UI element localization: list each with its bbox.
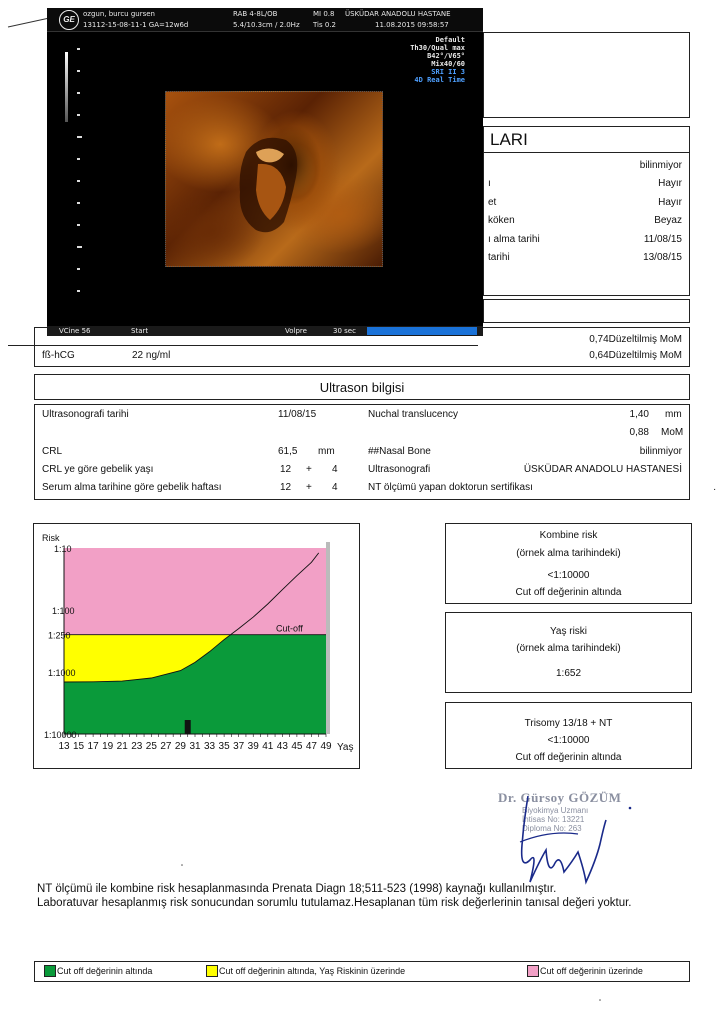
sono-value: ÜSKÜDAR ANADOLU HASTANESİ [523,464,682,475]
y-tick-label: 1:250 [48,630,71,641]
x-tick-label: 25 [145,741,157,752]
info-row-label: ı [488,178,491,189]
scan-datetime: 11.08.2015 09:58:57 [375,21,449,29]
age-risk-value: 1:652 [555,668,582,679]
serum-ga-weeks: 12 [280,482,292,493]
info-row-value: Hayır [658,197,682,208]
risk-chart [34,524,359,768]
mom-value-1: 0,74Düzeltilmiş MoM [589,334,682,345]
probe-depth: 5.4/10.3cm / 2.0Hz [233,21,300,29]
ge-logo: GE [59,10,79,30]
crl-ga-weeks: 12 [280,464,292,475]
x-tick-label: 23 [131,741,143,752]
nt-mom-unit: MoM [661,427,684,438]
blank-box [483,299,690,323]
x-tick-label: 33 [203,741,216,752]
probe: RAB 4-8L/OB [233,10,278,18]
trisomy-risk-title: Trisomy 13/18 + NT [524,718,613,729]
crl-ga-days: 4 [332,464,338,475]
cert-value: . [713,482,716,493]
fbhcg-mom: 0,64Düzeltilmiş MoM [589,350,682,361]
patient-name: ozgun, burcu gursen [83,10,155,18]
crl-ga-label: CRL ye göre gebelik yaşı [42,464,154,475]
info-row-label: ı alma tarihi [488,234,540,245]
nt-unit: mm [665,409,682,420]
serum-ga-plus: + [306,482,312,493]
patient-info-box [483,126,690,296]
trisomy-risk-value: <1:10000 [547,735,590,746]
x-tick-label: 47 [305,741,318,752]
cert-label: NT ölçümü yapan doktorun sertifikası [368,482,533,493]
crl-value: 61,5 [278,446,298,457]
x-tick-label: 45 [291,741,303,752]
x-tick-label: 27 [160,741,172,752]
ultrasound-footer: VCine 56 Start Volpre 30 sec [47,326,483,336]
x-tick-label: 35 [218,741,230,752]
y-axis-label: Risk [42,533,60,543]
info-row-value: Beyaz [654,215,682,226]
us-date-label: Ultrasonografi tarihi [42,409,129,420]
legend-green-swatch [44,965,56,977]
gray-scale-bar [65,52,68,122]
crl-unit: mm [318,446,335,457]
x-axis-label: Yaş [337,742,354,753]
legend-yellow-label: Cut off değerinin altında, Yaş Riskinin üzerinde [219,966,406,976]
info-row-value: 11/08/15 [643,234,682,245]
patient-marker [185,720,191,734]
patient-id: 13112-15-08-11-1 GA=12w6d [83,21,189,29]
combined-risk-note: Cut off değerinin altında [515,587,622,598]
crl-ga-plus: + [306,464,312,475]
info-row-value: Hayır [658,178,682,189]
x-tick-label: 39 [247,741,259,752]
hospital-name: ÜSKÜDAR ANADOLU HASTANE [345,10,451,18]
scan-specks [170,790,610,1010]
info-row-value: 13/08/15 [643,252,682,263]
ultrasound-header [47,8,483,32]
risk-chart-box [33,523,360,769]
x-tick-label: 31 [189,741,201,752]
tis-value: Tis 0.2 [313,21,337,29]
crl-label: CRL [42,446,63,457]
footnote-1: NT ölçümü ile kombine risk hesaplanmasında Prenata Diagn 18;511-523 (1998) kaynağı kullanılmıştır. [37,883,557,895]
legend-green-label: Cut off değerinin altında [57,966,153,976]
fbhcg-value: 22 ng/ml [132,350,171,361]
depth-ticks [75,48,85,308]
x-tick-label: 49 [320,741,332,752]
x-tick-label: 29 [174,741,187,752]
section-title: LARI [490,130,528,149]
ultrasound-image [47,8,483,336]
fetus-3d-render [165,91,383,267]
x-tick-label: 41 [262,741,274,752]
doctor-stamp: Dr. Gürsoy GÖZÜM Biyokimya Uzmanı İhtisas No: 13221 Diploma No: 263 [498,790,622,833]
footnote-2: Laboratuvar hesaplanmış risk sonucundan sorumlu tutulamaz.Hesaplanan tüm risk değerlerinin tanısal değeri yoktur. [37,897,632,909]
divider-line [8,345,478,346]
combined-risk-title: Kombine risk [539,530,598,541]
serum-ga-label: Serum alma tarihine göre gebelik haftası [42,482,222,493]
info-row-label: et [488,197,497,208]
trisomy-risk-note: Cut off değerinin altında [515,752,622,763]
scan-params: Default Th30/Qual max B42°/V65° Mix40/60 SRI II 3 4D Real Time [410,36,465,84]
y-tick-label: 1:10000 [44,730,77,740]
info-row-label: köken [488,215,515,226]
x-tick-label: 21 [116,741,128,752]
combined-risk-subtitle: (örnek alma tarihindeki) [516,548,621,559]
chart-pink-region [64,548,326,635]
us-date-value: 11/08/15 [278,409,317,420]
y-tick-label: 1:10 [54,544,72,554]
age-risk-title: Yaş riski [549,626,588,637]
chart-right-bar [326,542,330,734]
x-tick-label: 43 [276,741,288,752]
combined-risk-value: <1:10000 [547,570,590,581]
nasal-bone-label: ##Nasal Bone [368,446,431,457]
x-tick-label: 15 [72,741,85,752]
x-tick-label: 37 [233,741,245,752]
y-tick-label: 1:1000 [48,668,76,678]
info-row-value: bilinmiyor [639,160,682,171]
cutoff-label: Cut-off [276,623,303,634]
age-risk-subtitle: (örnek alma tarihindeki) [516,643,621,654]
nt-value: 1,40 [629,409,649,420]
legend-pink-label: Cut off değerinin üzerinde [540,966,643,976]
nasal-bone-value: bilinmiyor [639,446,682,457]
info-row-label: tarihi [488,252,510,263]
mi-value: MI 0.8 [313,10,335,18]
nt-label: Nuchal translucency [368,409,459,420]
sono-label: Ultrasonografi [368,464,431,475]
x-tick-label: 17 [87,741,99,752]
ultrason-title: Ultrason bilgisi [319,380,405,395]
fbhcg-label: fß-hCG [42,350,75,361]
x-tick-label: 13 [58,741,70,752]
y-tick-label: 1:100 [52,606,75,616]
serum-ga-days: 4 [332,482,338,493]
top-right-box [483,32,690,118]
nt-mom-value: 0,88 [629,427,649,438]
x-tick-label: 19 [102,741,114,752]
fetus-outline [166,92,384,268]
